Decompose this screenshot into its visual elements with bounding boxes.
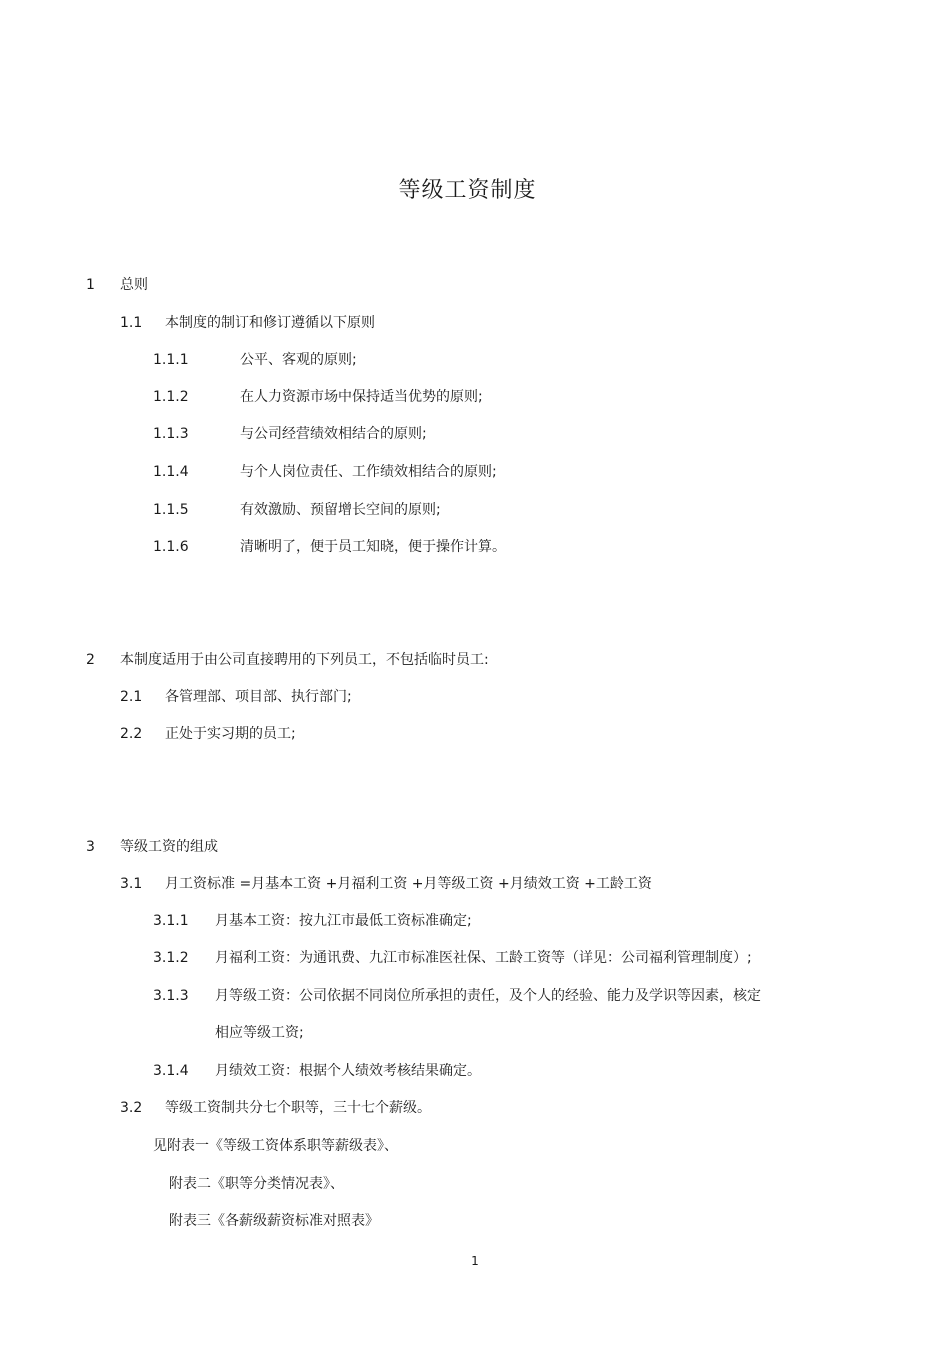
reference-text: 附表三《各薪级薪资标准对照表》 [169,1213,379,1229]
reference-text: 附表二《职等分类情况表》、 [169,1176,344,1192]
clause-number: 3.1.4 [153,1063,189,1079]
clause-number: 1.1.3 [153,426,189,442]
page-number: 1 [471,1254,479,1268]
clause-number: 1.1.5 [153,502,189,518]
clause-text: 月基本工资：按九江市最低工资标准确定; [215,913,472,929]
clause-number: 2.2 [120,726,143,742]
clause-number: 1.1.6 [153,539,189,555]
clause-text: 等级工资制共分七个职等，三十七个薪级。 [165,1100,431,1116]
clause-number: 1.1.2 [153,389,189,405]
section-number: 2 [86,652,95,668]
clause-number: 3.1.2 [153,950,189,966]
clause-number: 3.1.3 [153,988,189,1004]
clause-number: 2.1 [120,689,143,705]
clause-text: 有效激励、预留增长空间的原则; [240,502,441,518]
section-title: 总则 [120,277,148,293]
clause-number: 1.1.4 [153,464,189,480]
clause-text: 公平、客观的原则; [240,352,357,368]
clause-text: 与公司经营绩效相结合的原则; [240,426,427,442]
clause-text: 与个人岗位责任、工作绩效相结合的原则; [240,464,497,480]
clause-text: 正处于实习期的员工; [165,726,296,742]
clause-number: 1.1 [120,315,143,331]
section-title: 本制度适用于由公司直接聘用的下列员工，不包括临时员工: [120,652,489,668]
section-number: 3 [86,839,95,855]
clause-text: 各管理部、项目部、执行部门; [165,689,352,705]
section-number: 1 [86,277,95,293]
clause-text: 月工资标准 =月基本工资 +月福利工资 +月等级工资 +月绩效工资 +工龄工资 [165,876,652,892]
clause-text: 清晰明了，便于员工知晓，便于操作计算。 [240,539,506,555]
section-title: 等级工资的组成 [120,839,218,855]
clause-text: 月绩效工资：根据个人绩效考核结果确定。 [215,1063,481,1079]
clause-text: 月福利工资：为通讯费、九江市标准医社保、工龄工资等（详见：公司福利管理制度）; [215,950,752,966]
clause-number: 3.2 [120,1100,143,1116]
clause-number: 3.1 [120,876,143,892]
document-title: 等级工资制度 [398,178,537,203]
clause-number: 1.1.1 [153,352,189,368]
clause-text: 本制度的制订和修订遵循以下原则 [165,315,375,331]
clause-text: 在人力资源市场中保持适当优势的原则; [240,389,483,405]
clause-number: 3.1.1 [153,913,189,929]
clause-text-continued: 相应等级工资; [215,1025,304,1041]
reference-text: 见附表一《等级工资体系职等薪级表》、 [153,1138,398,1154]
clause-text: 月等级工资：公司依据不同岗位所承担的责任，及个人的经验、能力及学识等因素，核定 [215,988,761,1004]
